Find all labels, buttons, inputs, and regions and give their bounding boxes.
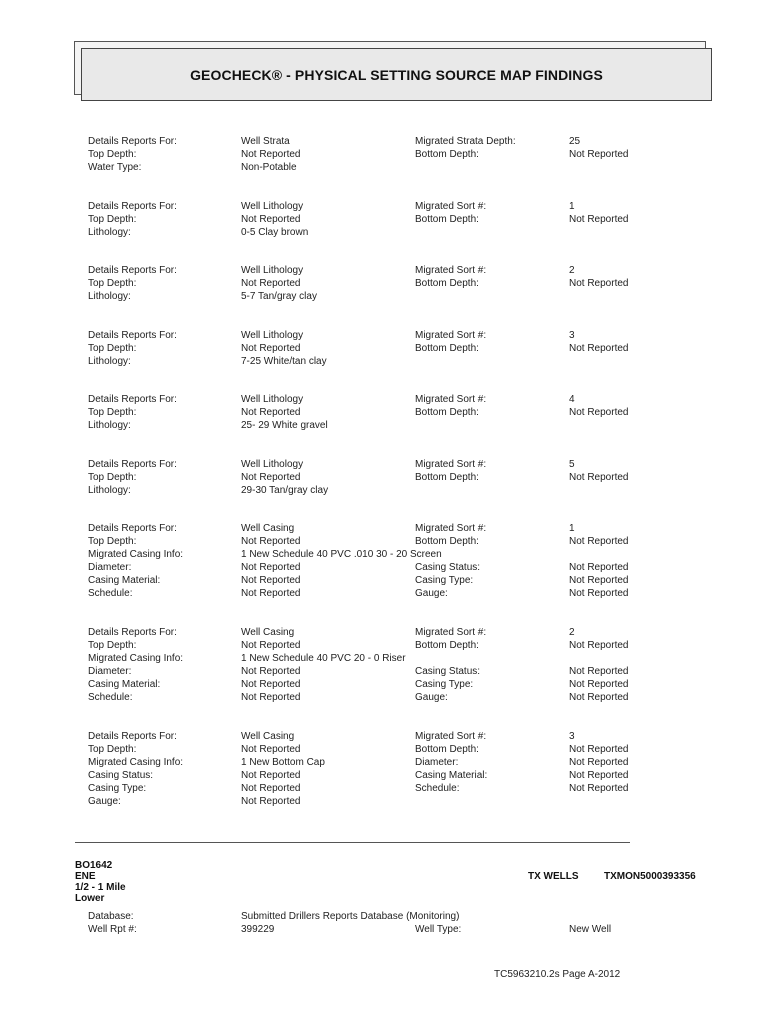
field-label: Casing Type: (88, 783, 147, 794)
field-value: Well Lithology (241, 394, 304, 405)
field-value: Not Reported (241, 796, 301, 807)
record-row (0, 910, 770, 923)
detail-row (0, 769, 770, 782)
field-value-right: Not Reported (569, 588, 629, 599)
field-value-right: Not Reported (569, 640, 629, 651)
field-value-right: Not Reported (569, 407, 629, 418)
detail-row (0, 200, 770, 213)
field-label-right: Well Type: (415, 924, 462, 935)
field-value-right: 4 (569, 394, 575, 405)
field-value-right: Not Reported (569, 575, 629, 586)
field-label-right: Gauge: (415, 692, 448, 703)
details-section (0, 200, 770, 239)
field-value-right: New Well (569, 924, 612, 935)
field-value: Well Lithology (241, 265, 304, 276)
field-label: Lithology: (88, 420, 131, 431)
field-value: 5-7 Tan/gray clay (241, 291, 317, 302)
field-label: Details Reports For: (88, 330, 177, 341)
field-value: Not Reported (241, 666, 301, 677)
field-value: Not Reported (241, 783, 301, 794)
field-value-right: Not Reported (569, 666, 629, 677)
field-label: Top Depth: (88, 214, 137, 225)
detail-row (0, 795, 770, 808)
field-value: Not Reported (241, 536, 301, 547)
field-value: 25- 29 White gravel (241, 420, 328, 431)
field-label: Casing Material: (88, 575, 161, 586)
field-label-right: Migrated Sort #: (415, 731, 487, 742)
detail-row (0, 161, 770, 174)
field-value: Not Reported (241, 562, 301, 573)
header-box (81, 48, 712, 101)
field-label-right: Bottom Depth: (415, 536, 479, 547)
field-value-right: Not Reported (569, 343, 629, 354)
field-value: Not Reported (241, 575, 301, 586)
detail-row (0, 406, 770, 419)
field-label-right: Migrated Strata Depth: (415, 136, 516, 147)
field-value: Not Reported (241, 744, 301, 755)
detail-row (0, 626, 770, 639)
field-value-right: Not Reported (569, 562, 629, 573)
field-label-right: Casing Status: (415, 562, 481, 573)
detail-row (0, 652, 770, 665)
field-label: Lithology: (88, 291, 131, 302)
detail-row (0, 355, 770, 368)
field-value: Not Reported (241, 472, 301, 483)
field-value: 1 New Bottom Cap (241, 757, 325, 768)
field-value-right: 5 (569, 459, 575, 470)
field-label-right: Bottom Depth: (415, 278, 479, 289)
field-value: 399229 (241, 924, 275, 935)
field-value: Not Reported (241, 278, 301, 289)
field-value: Submitted Drillers Reports Database (Monitoring) (241, 911, 460, 922)
field-value: 29-30 Tan/gray clay (241, 485, 329, 496)
field-label-right: Bottom Depth: (415, 407, 479, 418)
field-label-right: Migrated Sort #: (415, 394, 487, 405)
detail-row (0, 342, 770, 355)
details-section (0, 522, 770, 600)
detail-row (0, 290, 770, 303)
field-label: Schedule: (88, 588, 133, 599)
record-row (0, 923, 770, 936)
detail-row (0, 730, 770, 743)
field-label: Details Reports For: (88, 523, 177, 534)
detail-row (0, 678, 770, 691)
field-label-right: Bottom Depth: (415, 744, 479, 755)
field-label: Top Depth: (88, 640, 137, 651)
field-value: Not Reported (241, 692, 301, 703)
field-value: 1 New Schedule 40 PVC .010 30 - 20 Screen (241, 549, 442, 560)
detail-row (0, 329, 770, 342)
record-info (0, 910, 770, 936)
field-value-right: Not Reported (569, 149, 629, 160)
detail-row (0, 419, 770, 432)
page-number: TC5963210.2s Page A-2012 (494, 969, 621, 980)
field-label: Details Reports For: (88, 394, 177, 405)
field-label: Details Reports For: (88, 459, 177, 470)
detail-row (0, 277, 770, 290)
field-value: Well Lithology (241, 459, 304, 470)
field-label-right: Migrated Sort #: (415, 330, 487, 341)
field-label: Details Reports For: (88, 627, 177, 638)
field-value-right: Not Reported (569, 679, 629, 690)
field-label-right: Bottom Depth: (415, 149, 479, 160)
field-label: Casing Status: (88, 770, 154, 781)
details-section (0, 264, 770, 303)
field-label: Well Rpt #: (88, 924, 137, 935)
field-label-right: Gauge: (415, 588, 448, 599)
field-label: Details Reports For: (88, 265, 177, 276)
field-value: Well Lithology (241, 201, 304, 212)
detail-row (0, 691, 770, 704)
detail-row (0, 548, 770, 561)
field-label: Diameter: (88, 562, 132, 573)
field-value-right: Not Reported (569, 536, 629, 547)
field-label: Lithology: (88, 356, 131, 367)
field-value: Well Casing (241, 627, 295, 638)
details-section (0, 458, 770, 497)
field-label: Casing Material: (88, 679, 161, 690)
detail-row (0, 561, 770, 574)
details-section (0, 393, 770, 432)
detail-row (0, 587, 770, 600)
field-label: Top Depth: (88, 278, 137, 289)
field-value: Well Lithology (241, 330, 304, 341)
detail-row (0, 213, 770, 226)
detail-row (0, 743, 770, 756)
field-value: 1 New Schedule 40 PVC 20 - 0 Riser (241, 653, 406, 664)
field-value: Not Reported (241, 214, 301, 225)
site-elevation: Lower (75, 893, 105, 904)
field-value-right: Not Reported (569, 757, 629, 768)
field-value: Not Reported (241, 679, 301, 690)
field-label: Details Reports For: (88, 201, 177, 212)
field-label-right: Bottom Depth: (415, 640, 479, 651)
detail-row (0, 484, 770, 497)
field-value-right: Not Reported (569, 783, 629, 794)
field-value-right: 3 (569, 731, 575, 742)
details-section (0, 135, 770, 174)
source-label: TX WELLS (528, 871, 579, 882)
site-info (75, 860, 126, 904)
page-title: GEOCHECK® - PHYSICAL SETTING SOURCE MAP FINDINGS (190, 66, 603, 83)
field-label-right: Migrated Sort #: (415, 523, 487, 534)
field-value-right: 2 (569, 627, 575, 638)
field-value: Well Casing (241, 731, 295, 742)
field-value: 0-5 Clay brown (241, 227, 309, 238)
detail-row (0, 458, 770, 471)
field-value: 7-25 White/tan clay (241, 356, 327, 367)
detail-row (0, 148, 770, 161)
field-value-right: Not Reported (569, 472, 629, 483)
detail-row (0, 226, 770, 239)
field-label: Schedule: (88, 692, 133, 703)
field-label: Details Reports For: (88, 731, 177, 742)
field-label: Lithology: (88, 485, 131, 496)
field-value-right: Not Reported (569, 278, 629, 289)
field-value: Not Reported (241, 407, 301, 418)
field-value-right: 2 (569, 265, 575, 276)
field-value: Non-Potable (241, 162, 297, 173)
field-value: Not Reported (241, 640, 301, 651)
field-label-right: Casing Type: (415, 679, 474, 690)
field-value: Not Reported (241, 770, 301, 781)
field-value-right: Not Reported (569, 770, 629, 781)
site-distance: 1/2 - 1 Mile (75, 882, 126, 893)
field-value-right: Not Reported (569, 692, 629, 703)
field-label: Gauge: (88, 796, 121, 807)
field-label: Lithology: (88, 227, 131, 238)
field-label-right: Casing Material: (415, 770, 488, 781)
field-label-right: Bottom Depth: (415, 214, 479, 225)
field-value: Not Reported (241, 149, 301, 160)
detail-row (0, 471, 770, 484)
detail-row (0, 135, 770, 148)
field-label: Top Depth: (88, 343, 137, 354)
field-label: Top Depth: (88, 407, 137, 418)
field-label-right: Bottom Depth: (415, 343, 479, 354)
field-label-right: Migrated Sort #: (415, 265, 487, 276)
field-value: Well Strata (241, 136, 290, 147)
field-value-right: 1 (569, 201, 575, 212)
field-label: Database: (88, 911, 134, 922)
details-section (0, 626, 770, 704)
field-label: Top Depth: (88, 149, 137, 160)
field-label-right: Migrated Sort #: (415, 201, 487, 212)
field-label: Migrated Casing Info: (88, 653, 184, 664)
field-value-right: Not Reported (569, 214, 629, 225)
detail-row (0, 639, 770, 652)
field-value: Not Reported (241, 588, 301, 599)
field-label-right: Schedule: (415, 783, 460, 794)
field-label-right: Migrated Sort #: (415, 627, 487, 638)
record-id: TXMON5000393356 (604, 871, 696, 882)
detail-row (0, 535, 770, 548)
detail-row (0, 782, 770, 795)
field-label-right: Casing Type: (415, 575, 474, 586)
field-label: Top Depth: (88, 536, 137, 547)
field-value-right: 1 (569, 523, 575, 534)
field-label: Details Reports For: (88, 136, 177, 147)
details-section (0, 730, 770, 808)
field-label-right: Bottom Depth: (415, 472, 479, 483)
field-label: Migrated Casing Info: (88, 757, 184, 768)
detail-row (0, 574, 770, 587)
field-label: Top Depth: (88, 472, 137, 483)
field-value: Well Casing (241, 523, 295, 534)
site-direction: ENE (75, 871, 96, 882)
field-label: Migrated Casing Info: (88, 549, 184, 560)
detail-row (0, 522, 770, 535)
field-label-right: Migrated Sort #: (415, 459, 487, 470)
detail-row (0, 756, 770, 769)
section-divider (75, 842, 630, 843)
field-label-right: Casing Status: (415, 666, 481, 677)
field-label: Water Type: (88, 162, 142, 173)
field-label-right: Diameter: (415, 757, 459, 768)
detail-row (0, 665, 770, 678)
field-value-right: 3 (569, 330, 575, 341)
field-label: Diameter: (88, 666, 132, 677)
details-section (0, 329, 770, 368)
field-value-right: 25 (569, 136, 581, 147)
detail-row (0, 393, 770, 406)
field-value: Not Reported (241, 343, 301, 354)
site-id: BO1642 (75, 860, 113, 871)
detail-row (0, 264, 770, 277)
field-value-right: Not Reported (569, 744, 629, 755)
field-label: Top Depth: (88, 744, 137, 755)
